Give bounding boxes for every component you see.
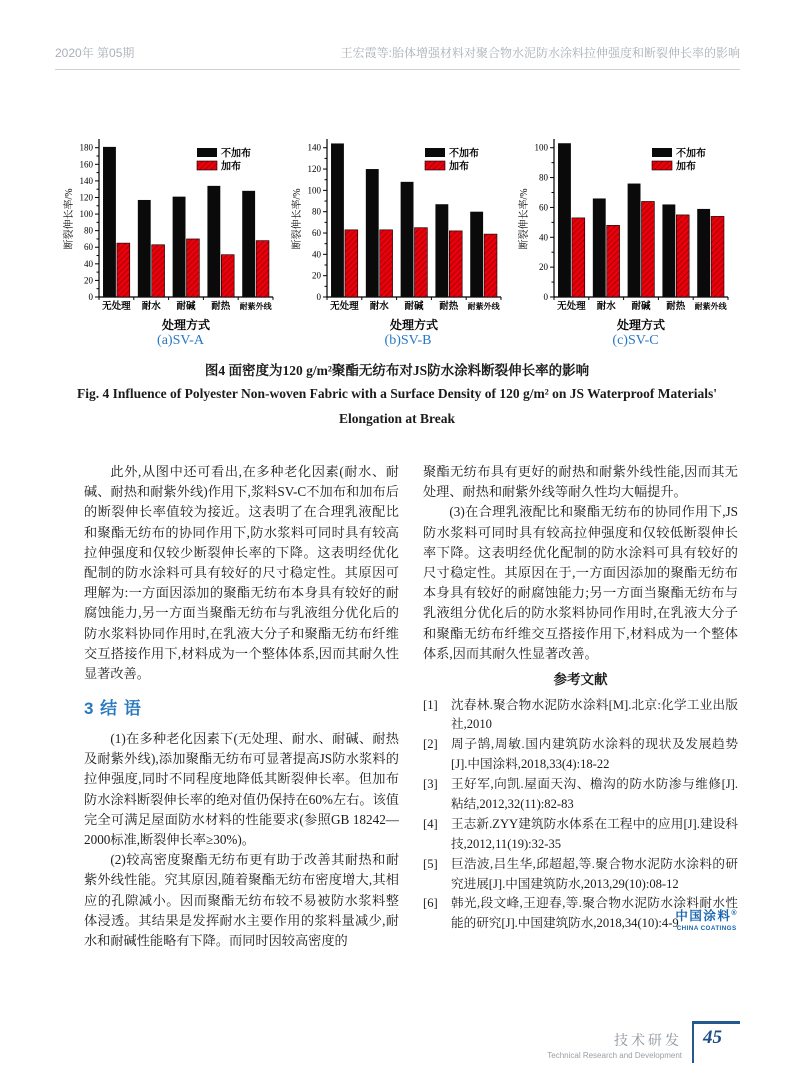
svg-text:100: 100 (534, 142, 548, 153)
section-heading-conclusion: 3 结 语 (84, 699, 142, 719)
svg-text:180: 180 (79, 142, 93, 153)
svg-text:耐紫外线: 耐紫外线 (239, 302, 272, 311)
svg-text:120: 120 (307, 164, 321, 175)
page-header (55, 44, 740, 70)
svg-text:无处理: 无处理 (557, 302, 586, 312)
svg-text:不加布: 不加布 (221, 148, 251, 160)
svg-text:耐热: 耐热 (211, 302, 231, 312)
svg-text:耐水: 耐水 (369, 302, 389, 312)
header-running-title: 王宏霞等:胎体增强材料对聚合物水泥防水涂料拉伸强度和断裂伸长率的影响 (340, 46, 740, 60)
svg-text:耐紫外线: 耐紫外线 (467, 302, 500, 311)
svg-text:160: 160 (79, 159, 93, 170)
reference-item: [4] 王志新.ZYY建筑防水体系在工程中的应用[J].建设科技,2012,11(19):32-35 (423, 816, 738, 851)
paragraph: 此外,从图中还可看出,在多种老化因素(耐水、耐碱、耐热和耐紫外线)作用下,浆料SV-C不加布和加布后的断裂伸长率值较为接近。这表明了在合理乳液配比和聚酯无纺布的协同作用下,防水浆料可同时具有较高拉伸强度和仅较少断裂伸长率的下降。这表明经优化配制的防水涂料可具有较好的尺寸稳定性。其原因可理解为:一方面因添加的聚酯无纺布本身具有较好的耐腐蚀能力,另一方面当聚酯无纺布与乳液组分优化后的防水浆料协同作用时,在乳液大分子和聚酯无纺布纤维交互搭接作用下,材料成为一个整体体系,因而其耐久性显著改善。 (84, 464, 399, 681)
svg-text:20: 20 (311, 270, 321, 281)
svg-text:100: 100 (79, 209, 93, 220)
svg-text:断裂伸长率/%: 断裂伸长率/% (519, 188, 530, 250)
svg-text:耐热: 耐热 (666, 302, 686, 312)
page-footer (547, 1021, 740, 1063)
svg-text:40: 40 (311, 249, 321, 260)
svg-text:无处理: 无处理 (329, 302, 359, 312)
chart-box-sv-c (515, 136, 734, 349)
svg-text:耐碱: 耐碱 (631, 302, 651, 312)
svg-text:20: 20 (539, 262, 548, 273)
svg-text:60: 60 (311, 228, 321, 239)
reference-item: [6] 韩光,段文峰,王迎春,等.聚合物水泥防水涂料耐水性能的研究[J].中国建筑防水,2018,34(10):4-9 (423, 896, 738, 931)
svg-text:0: 0 (316, 292, 321, 302)
svg-text:加布: 加布 (221, 161, 241, 173)
reference-item: [1] 沈春林.聚合物水泥防水涂料[M].北京:化学工业出版社,2010 (423, 697, 738, 732)
svg-text:处理方式: 处理方式 (616, 318, 666, 332)
svg-text:80: 80 (539, 172, 548, 183)
reference-item: [2] 周子鹄,周敏.国内建筑防水涂料的现状及发展趋势[J].中国涂料,2018,33(4):18-22 (423, 737, 738, 772)
paragraph: (1)在多种老化因素下(无处理、耐水、耐碱、耐热及耐紫外线),添加聚酯无纺布可显著提高JS防水浆料的拉伸强度,同时不同程度地降低其断裂伸长率。但加布防水涂料断裂伸长率的绝对值仍保持在60%左右。该值完全可满足屋面防水材料的性能要求(参照GB 18242—2000标准,断裂伸长率≥30%)。 (84, 731, 399, 847)
chart-subtitle-sv-c: (c)SV-C (612, 333, 659, 348)
svg-text:加布: 加布 (676, 161, 696, 173)
bar-chart-sv-a (60, 136, 279, 332)
svg-text:60: 60 (539, 202, 548, 213)
figure-4 (60, 136, 734, 430)
paragraph: 聚酯无纺布具有更好的耐热和耐紫外线性能,因而其无处理、耐热和耐紫外线等耐久性均大幅提升。 (423, 464, 738, 500)
svg-text:40: 40 (539, 232, 548, 243)
svg-text:120: 120 (79, 192, 93, 203)
references-title: 参考文献 (553, 671, 608, 687)
svg-text:断裂伸长率/%: 断裂伸长率/% (64, 188, 75, 250)
chart-subtitle-sv-b: (b)SV-B (384, 333, 432, 348)
logo-text-en: CHINA COATINGS (676, 924, 737, 932)
reference-item: [3] 王好军,向凯.屋面天沟、檐沟的防水防渗与维修[J].粘结,2012,32(11):82-83 (423, 777, 738, 811)
chart-box-sv-a (60, 136, 279, 349)
bar-chart-sv-b (288, 136, 507, 332)
references (423, 670, 738, 934)
figure-captions (60, 359, 734, 430)
svg-text:耐碱: 耐碱 (403, 302, 424, 312)
svg-text:20: 20 (84, 275, 93, 286)
bar-chart-sv-c (515, 136, 734, 332)
svg-text:100: 100 (307, 185, 321, 196)
right-column (423, 462, 738, 951)
page-number-box (692, 1021, 740, 1063)
china-coatings-logo (675, 910, 738, 933)
body-columns (84, 462, 738, 951)
charts-row (60, 136, 734, 349)
svg-text:耐水: 耐水 (141, 302, 161, 312)
footer-section-cn: 技术研发 (614, 1032, 682, 1048)
svg-text:不加布: 不加布 (448, 148, 479, 160)
svg-text:耐水: 耐水 (596, 302, 616, 312)
footer-section-labels (547, 1021, 682, 1060)
svg-text:断裂伸长率/%: 断裂伸长率/% (291, 188, 303, 250)
svg-text:60: 60 (84, 242, 93, 253)
header-issue: 2020年 第05期 (55, 46, 135, 60)
svg-text:80: 80 (84, 225, 93, 236)
reference-item: [5] 巨浩波,吕生华,邱超超,等.聚合物水泥防水涂料的研究进展[J].中国建筑防水,2013,29(10):08-12 (423, 856, 738, 891)
svg-text:耐碱: 耐碱 (176, 302, 196, 312)
chart-subtitle-sv-a: (a)SV-A (157, 333, 204, 348)
svg-text:140: 140 (307, 142, 321, 153)
paragraph: (3)在合理乳液配比和聚酯无纺布的协同作用下,JS防水浆料可同时具有较高拉伸强度和仅较低断裂伸长率下降。这表明经优化配制的防水涂料可具有较好的尺寸稳定性。其原因在于,一方面因添加的聚酯无纺布本身具有较好的耐腐蚀能力;另一方面当聚酯无纺布与乳液组分优化后的防水浆料协同作用时,在乳液大分子和聚酯无纺布纤维交互搭接作用下,材料成为一个整体体系,因而其耐久性显著改善。 (423, 504, 738, 661)
svg-text:处理方式: 处理方式 (389, 318, 438, 332)
chart-box-sv-b (288, 136, 507, 349)
svg-text:0: 0 (88, 292, 93, 302)
figure-caption-en-line2: Elongation at Break (338, 411, 455, 427)
svg-text:加布: 加布 (448, 161, 469, 173)
page-number: 45 (703, 1027, 722, 1048)
svg-text:耐热: 耐热 (438, 302, 458, 312)
svg-text:80: 80 (311, 206, 321, 217)
paragraph: (2)较高密度聚酯无纺布更有助于改善其耐热和耐紫外线性能。究其原因,随着聚酯无纺布密度增大,其相应的孔隙减小。因而聚酯无纺布较不易被防水浆料整体浸透。其结果是发挥耐水主要作用的浆料量减少,耐水和耐碱性能略有下降。而同时因较高密度的 (84, 852, 399, 948)
figure-caption-cn: 图4 面密度为120 g/m²聚酯无纺布对JS防水涂料断裂伸长率的影响 (204, 363, 590, 378)
references-list (423, 696, 738, 935)
svg-text:40: 40 (84, 258, 93, 269)
footer-section-en: Technical Research and Development (547, 1051, 682, 1060)
left-column (84, 462, 399, 951)
svg-text:处理方式: 处理方式 (161, 318, 211, 332)
logo-text-cn: 中国涂料® (675, 909, 738, 924)
svg-text:140: 140 (79, 175, 93, 186)
svg-text:0: 0 (543, 292, 548, 302)
svg-text:不加布: 不加布 (676, 148, 706, 160)
figure-caption-en-line1: Fig. 4 Influence of Polyester Non-woven Fabric with a Surface Density of 120 g/m² on JS Waterproof Materials' (77, 386, 717, 401)
svg-text:无处理: 无处理 (102, 302, 131, 312)
svg-text:耐紫外线: 耐紫外线 (694, 302, 727, 311)
registered-mark: ® (731, 909, 738, 917)
